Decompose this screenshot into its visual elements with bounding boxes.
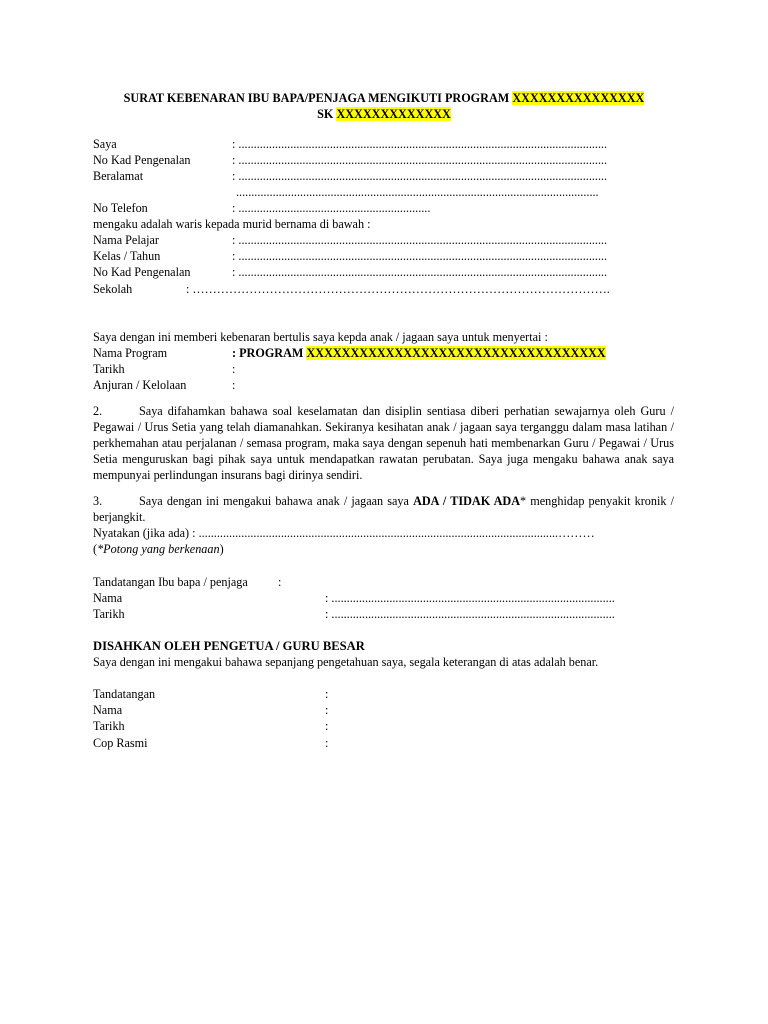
parent-address-label: Beralamat [93,169,144,183]
parent-phone-label: No Telefon [93,201,148,215]
parent-address-field-1[interactable]: : ......................................................................................................................... [232,169,608,183]
paragraph-3-text-after: * menghidap penyakit kronik / berjangkit. [93,494,674,524]
approval-heading: DISAHKAN OLEH PENGETUA / GURU BESAR [93,639,365,653]
parent-phone-field[interactable]: : ............................................................... [232,201,431,215]
parent-address-field-2[interactable]: ....................................................................................................................... [236,185,599,199]
official-stamp-label: Cop Rasmi [93,736,148,750]
parent-ic-field[interactable]: : ......................................................................................................................... [232,153,608,167]
paragraph-3-text-before: Saya dengan ini mengakui bahawa anak / jagaan saya [139,494,414,508]
parent-name-label: Saya [93,137,117,151]
document-title-line2 [0,106,768,122]
parent-sign-name-field[interactable]: : ............................................................................................. [325,591,615,605]
permission-intro: Saya dengan ini memberi kebenaran bertulis saya kepda anak / jagaan saya untuk menyertai : [93,330,548,344]
school-field[interactable]: : …………………………………………………………………………………………. [186,282,610,296]
principal-signature-field[interactable]: : [325,687,329,701]
program-placeholder: XXXXXXXXXXXXXXXXXXXXXXXXXXXXXXXXXX [306,346,606,360]
note-close-paren: ) [219,542,224,556]
paragraph-3-number: 3. [93,494,103,508]
school-label: Sekolah [93,282,133,296]
safety-paragraph [93,403,674,483]
principal-name-field[interactable]: : [325,703,329,717]
student-class-field[interactable]: : ......................................................................................................................... [232,249,608,263]
parent-sign-date-field[interactable]: : ............................................................................................. [325,607,615,621]
document-title-line1 [0,90,768,106]
note-open-paren: ( [93,542,98,556]
program-organizer-label: Anjuran / Kelolaan [93,378,187,392]
parent-sign-name-label: Nama [93,591,123,605]
parent-signature-label: Tandatangan Ibu bapa / penjaga [93,575,248,589]
title-school-placeholder: XXXXXXXXXXXXX [336,107,451,121]
title-text: SURAT KEBENARAN IBU BAPA/PENJAGA MENGIKUTI PROGRAM [123,91,513,105]
program-prefix: : PROGRAM [232,346,307,360]
guardian-declaration: mengaku adalah waris kepada murid bernama di bawah : [93,217,371,231]
student-ic-label: No Kad Pengenalan [93,265,191,279]
program-name-label: Nama Program [93,346,168,360]
official-stamp-field[interactable]: : [325,736,329,750]
program-name-value [232,345,606,361]
principal-date-label: Tarikh [93,719,125,733]
note-text: *Potong yang berkenaan [97,542,220,556]
program-date-label: Tarikh [93,362,125,376]
parent-signature-field[interactable]: : [278,575,282,589]
ada-tidak-ada-option[interactable]: ADA / TIDAK ADA [413,494,521,508]
title-program-placeholder: XXXXXXXXXXXXXXX [512,91,645,105]
title-school-prefix: SK [317,107,337,121]
student-class-label: Kelas / Tahun [93,249,161,263]
parent-ic-label: No Kad Pengenalan [93,153,191,167]
program-organizer-field[interactable]: : [232,378,236,392]
student-ic-field[interactable]: : ......................................................................................................................... [232,265,608,279]
paragraph-2-number: 2. [93,404,103,418]
strike-note [93,541,224,557]
parent-name-field[interactable]: : ......................................................................................................................... [232,137,608,151]
approval-statement: Saya dengan ini mengakui bahawa sepanjang pengetahuan saya, segala keterangan di atas adalah benar. [93,655,599,669]
parent-sign-date-label: Tarikh [93,607,125,621]
student-name-label: Nama Pelajar [93,233,159,247]
principal-name-label: Nama [93,703,123,717]
principal-signature-label: Tandatangan [93,687,156,701]
student-name-field[interactable]: : ......................................................................................................................... [232,233,608,247]
health-paragraph [93,493,674,525]
program-date-field[interactable]: : [232,362,236,376]
condition-detail-field[interactable]: Nyatakan (jika ada) : ......................................................................................................................……… [93,526,595,540]
paragraph-2-text: Saya difahamkan bahawa soal keselamatan dan disiplin sentiasa diberi perhatian sewajarnya oleh Guru / Pegawai / Urus Setia yang telah diamanahkan. Sekiranya kesihatan anak / jagaan saya terganggu dalam masa latihan / perkhemahan atau perjalanan / semasa program, maka saya dengan sepenuh hati membenarkan Guru / Pegawai / Urus Setia menguruskan bagi pihak saya untuk mendapatkan rawatan perubatan. Saya juga mengaku bahawa anak saya mempunyai perlindungan insurans bagi dirinya sendiri. [93,404,674,482]
principal-date-field[interactable]: : [325,719,329,733]
